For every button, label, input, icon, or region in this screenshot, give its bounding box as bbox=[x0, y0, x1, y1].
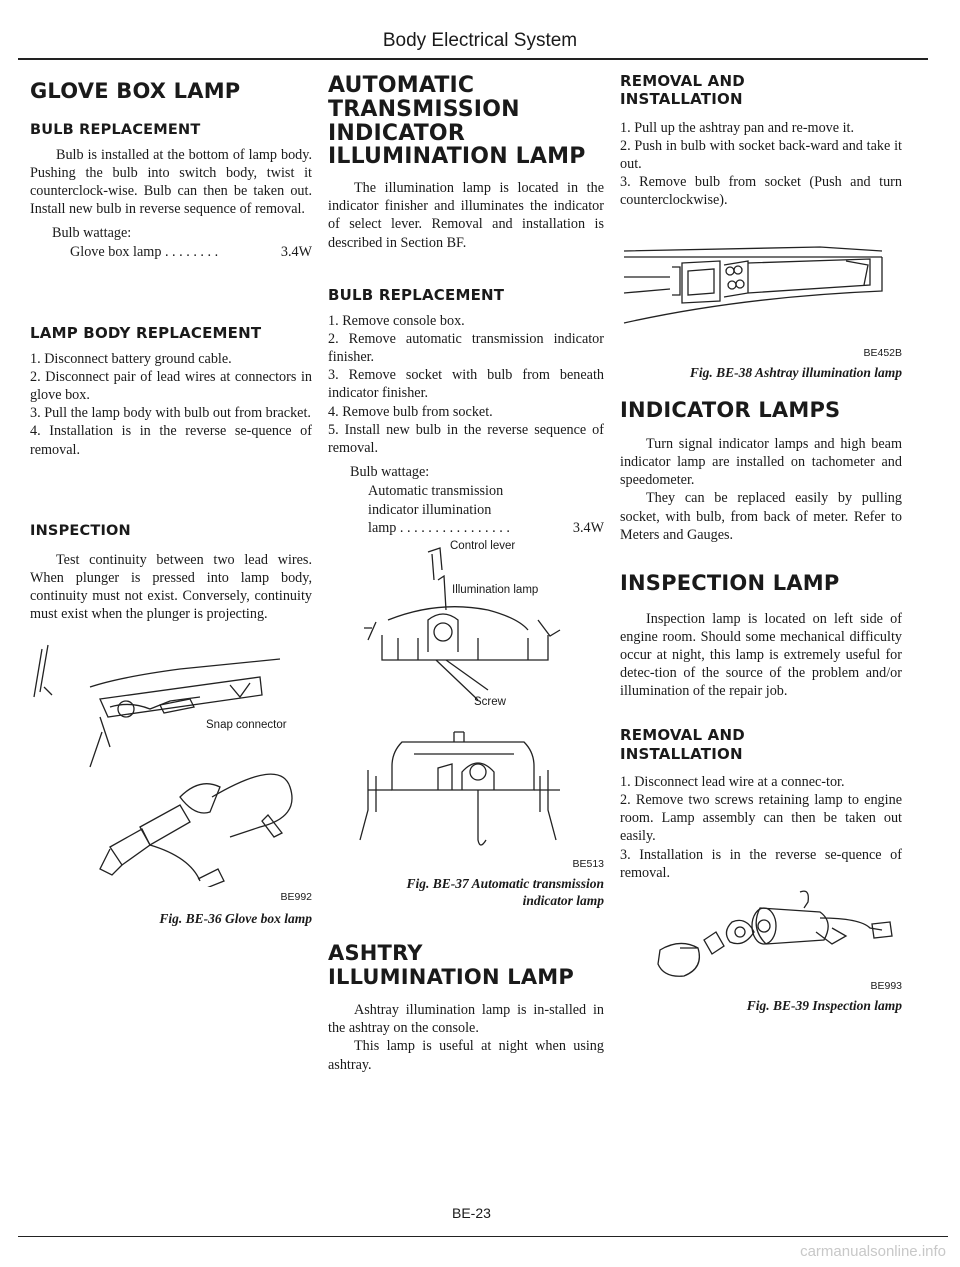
wattage-value: 3.4W bbox=[280, 243, 312, 260]
step-item: 3. Pull the lamp body with bulb out from bracket. bbox=[30, 405, 311, 422]
figure-caption bbox=[328, 876, 604, 910]
column-left bbox=[30, 72, 312, 927]
wattage-line: indicator illumination bbox=[368, 501, 492, 518]
heading-line: INSTALLATION bbox=[620, 90, 743, 109]
caption-line: Fig. BE-37 Automatic transmission bbox=[406, 876, 604, 891]
glove-box-lamp-illustration bbox=[30, 637, 312, 887]
step-item: 4. Remove bulb from socket. bbox=[328, 403, 493, 420]
step-item: 1. Remove console box. bbox=[328, 312, 465, 329]
inspection-removal-steps bbox=[620, 773, 902, 882]
column-right bbox=[620, 72, 902, 1014]
at-bulb-heading: BULB REPLACEMENT bbox=[328, 285, 505, 304]
ashtray-text: Ashtray illumination lamp is in-stalled in the ashtray on the console. bbox=[328, 1002, 604, 1037]
footer-rule bbox=[18, 1236, 948, 1237]
at-indicator-intro: The illumination lamp is located in the indicator finisher and illuminates the indicator of select lever. Removal and installation is described in Section BF. bbox=[328, 180, 604, 251]
figure-code: BE513 bbox=[572, 858, 604, 870]
wattage-row bbox=[368, 519, 604, 538]
wattage-item: Glove box lamp . . . . . . . . bbox=[70, 243, 219, 260]
header-rule bbox=[18, 58, 928, 60]
heading-line: REMOVAL AND bbox=[620, 726, 745, 745]
step-item: 5. Install new bulb in the reverse sequence of removal. bbox=[328, 421, 604, 456]
inspection-lamp-illustration bbox=[620, 888, 902, 980]
snap-connector-label: Snap connector bbox=[206, 719, 287, 732]
ashtray-text: This lamp is useful at night when using ashtray. bbox=[328, 1038, 604, 1073]
title-line: ILLUMINATION LAMP bbox=[328, 144, 586, 170]
figure-code: BE993 bbox=[870, 980, 902, 992]
figure-code: BE452B bbox=[863, 347, 902, 360]
indicator-text: They can be replaced easily by pulling socket, with bulb, from back of meter. Refer to Meters and Gauges. bbox=[620, 490, 902, 543]
title-line: ILLUMINATION LAMP bbox=[328, 964, 574, 989]
column-middle bbox=[328, 72, 604, 1074]
ashtray-removal-heading bbox=[620, 72, 902, 109]
wattage-row bbox=[70, 243, 312, 262]
figure-inspection-lamp bbox=[620, 888, 902, 1014]
at-bulb-steps bbox=[328, 312, 604, 457]
ashtray-illumination-title bbox=[328, 942, 604, 989]
indicator-text: Turn signal indicator lamps and high beam indicator lamp are installed on tachometer and speedometer. bbox=[620, 435, 902, 489]
step-item: 3. Remove bulb from socket (Push and turn counterclockwise). bbox=[620, 174, 902, 209]
title-line: ASHTRY bbox=[328, 941, 423, 965]
step-item: 3. Remove socket with bulb from beneath indicator finisher. bbox=[328, 367, 604, 402]
bulb-replacement-text: Bulb is installed at the bottom of lamp body. Pushing the bulb into switch body, twist it counterclock-wise. Bulb can then be taken out. Install new bulb in reverse sequence of removal. bbox=[30, 146, 312, 218]
step-item: 2. Disconnect pair of lead wires at connectors in glove box. bbox=[30, 368, 312, 404]
inspection-text: Test continuity between two lead wires. When plunger is pressed into lamp body, continuity must not exist. Conversely, continuity must exist when the plunger is projecting. bbox=[30, 551, 312, 623]
indicator-lamps-title: INDICATOR LAMPS bbox=[620, 398, 841, 423]
figure-ashtray-lamp bbox=[620, 237, 902, 385]
title-line: TRANSMISSION bbox=[328, 96, 520, 122]
step-item: 3. Installation is in the reverse se-quence of removal. bbox=[620, 846, 902, 881]
title-line: INDICATOR bbox=[328, 120, 465, 146]
inspection-lamp-title: INSPECTION LAMP bbox=[620, 571, 840, 595]
wattage-label: Bulb wattage: bbox=[52, 225, 132, 242]
step-item: 4. Installation is in the reverse se-quence of removal. bbox=[30, 423, 312, 458]
watermark: carmanualsonline.info bbox=[800, 1243, 946, 1260]
lamp-body-heading: LAMP BODY REPLACEMENT bbox=[30, 323, 262, 342]
figure-code: BE992 bbox=[280, 891, 312, 904]
lamp-body-steps bbox=[30, 350, 312, 459]
ashtray-lamp-illustration bbox=[620, 237, 902, 333]
control-lever-label: Control lever bbox=[450, 540, 516, 552]
heading-line: REMOVAL AND bbox=[620, 72, 745, 90]
figure-glove-box-lamp bbox=[30, 637, 312, 927]
wattage-item: lamp . . . . . . . . . . . . . . . . bbox=[368, 520, 510, 537]
wattage-line: Automatic transmission bbox=[368, 482, 504, 499]
bulb-replacement-heading: BULB REPLACEMENT bbox=[30, 121, 201, 138]
figure-caption: Fig. BE-39 Inspection lamp bbox=[746, 998, 902, 1013]
glove-wattage bbox=[52, 224, 312, 261]
heading-line: INSTALLATION bbox=[620, 744, 743, 763]
running-head: Body Electrical System bbox=[382, 30, 578, 51]
step-item: 2. Push in bulb with socket back-ward and take it out. bbox=[620, 137, 902, 172]
at-wattage bbox=[350, 463, 604, 538]
step-item: 2. Remove automatic transmission indicator finisher. bbox=[328, 330, 604, 366]
caption-line: indicator lamp bbox=[522, 892, 604, 908]
wattage-value: 3.4W bbox=[572, 520, 604, 537]
at-indicator-title bbox=[328, 74, 604, 169]
step-item: 1. Disconnect lead wire at a connec-tor. bbox=[620, 773, 845, 790]
figure-at-indicator-lamp bbox=[328, 540, 604, 908]
step-item: 1. Disconnect battery ground cable. bbox=[30, 350, 232, 367]
figure-caption: Fig. BE-36 Glove box lamp bbox=[159, 911, 312, 927]
illumination-lamp-label: Illumination lamp bbox=[452, 584, 539, 596]
step-item: 2. Remove two screws retaining lamp to engine room. Lamp assembly can then be taken out easily. bbox=[620, 792, 902, 845]
figure-caption: Fig. BE-38 Ashtray illumination lamp bbox=[689, 365, 902, 381]
step-item: 1. Pull up the ashtray pan and re-move it. bbox=[620, 119, 855, 136]
inspection-removal-heading bbox=[620, 726, 902, 763]
ashtray-removal-steps bbox=[620, 119, 902, 210]
title-line: AUTOMATIC bbox=[328, 73, 475, 98]
page-number: BE-23 bbox=[452, 1205, 491, 1221]
inspection-heading: INSPECTION bbox=[30, 522, 131, 539]
screw-label: Screw bbox=[474, 696, 506, 708]
glove-box-lamp-title: GLOVE BOX LAMP bbox=[30, 79, 241, 103]
inspection-lamp-text: Inspection lamp is located on left side of engine room. Should some mechanical difficulty occur at night, this lamp is extremely useful for detec-tion of the source of the problem and/or illumination of the repair job. bbox=[620, 610, 902, 700]
wattage-label: Bulb wattage: bbox=[350, 464, 430, 481]
